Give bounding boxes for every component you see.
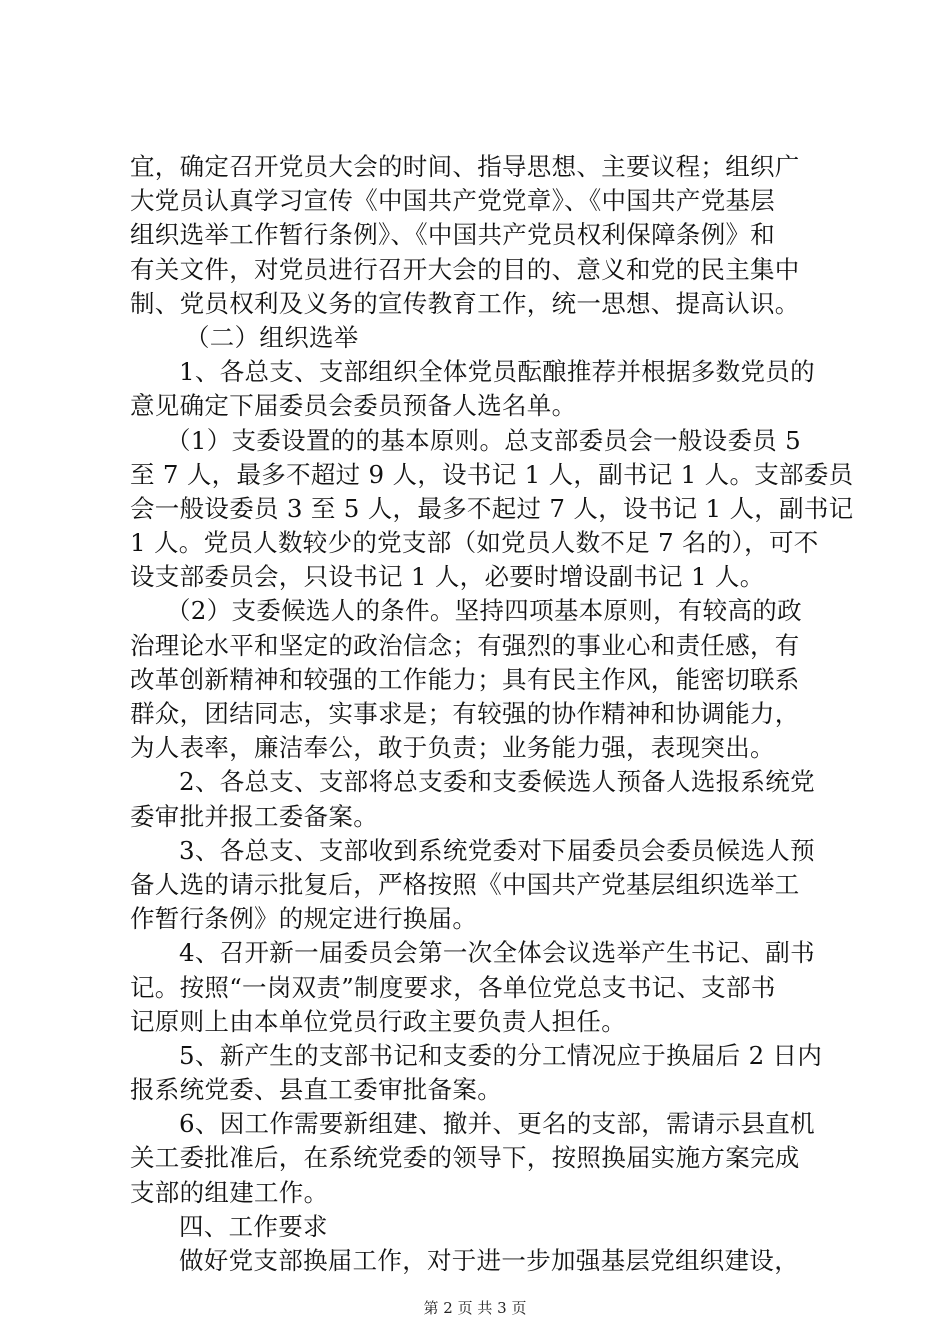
text-line: 有关文件，对党员进行召开大会的目的、意义和党的民主集中 xyxy=(130,254,800,284)
paragraph xyxy=(130,355,830,423)
text-line: 作暂行条例》的规定进行换届。 xyxy=(130,904,478,934)
paragraph xyxy=(130,321,830,355)
paragraph xyxy=(130,594,830,765)
text-line: 记原则上由本单位党员行政主要负责人担任。 xyxy=(130,1006,626,1036)
text-line: 记。按照“一岗双责”制度要求，各单位党总支书记、支部书 xyxy=(130,972,776,1002)
text-line: 5、新产生的支部书记和支委的分工情况应于换届后 2 日内 xyxy=(179,1040,823,1070)
text-line: 报系统党委、县直工委审批备案。 xyxy=(130,1075,502,1105)
text-line: 备人选的请示批复后，严格按照《中国共产党基层组织选举工 xyxy=(130,869,800,899)
text-line: （2）支委候选人的条件。坚持四项基本原则，有较高的政 xyxy=(166,596,802,626)
text-line: 委审批并报工委备案。 xyxy=(130,801,378,831)
text-line: 组织选举工作暂行条例》、《中国共产党员权利保障条例》和 xyxy=(130,220,776,250)
document-body xyxy=(130,150,854,1278)
paragraph xyxy=(130,1210,830,1244)
paragraph xyxy=(130,150,830,321)
text-line: 大党员认真学习宣传《中国共产党党章》、《中国共产党基层 xyxy=(130,186,776,216)
page-footer: 第 2 页 共 3 页 xyxy=(423,1299,527,1317)
paragraph xyxy=(130,765,830,833)
paragraph xyxy=(130,1244,830,1278)
text-line: 治理论水平和坚定的政治信念；有强烈的事业心和责任感，有 xyxy=(130,630,800,660)
text-line: 会一般设委员 3 至 5 人，最多不起过 7 人，设书记 1 人，副书记 xyxy=(130,493,854,523)
text-line: 至 7 人，最多不超过 9 人，设书记 1 人，副书记 1 人。支部委员 xyxy=(130,459,854,489)
text-line: 4、召开新一届委员会第一次全体会议选举产生书记、副书 xyxy=(179,938,815,968)
text-line: 四、工作要求 xyxy=(179,1211,328,1241)
text-line: 设支部委员会，只设书记 1 人，必要时增设副书记 1 人。 xyxy=(130,562,765,592)
paragraph xyxy=(130,936,830,1039)
text-line: 1、各总支、支部组织全体党员酝酿推荐并根据多数党员的 xyxy=(179,357,815,387)
paragraph xyxy=(130,834,830,937)
paragraph xyxy=(130,424,854,595)
text-line: 1 人。党员人数较少的党支部（如党员人数不足 7 名的），可不 xyxy=(130,528,819,558)
text-line: 制、党员权利及义务的宣传教育工作，统一思想、提高认识。 xyxy=(130,288,800,318)
paragraph xyxy=(130,1107,830,1210)
text-line: （1）支委设置的的基本原则。总支部委员会一般设委员 5 xyxy=(166,425,802,455)
text-line: 为人表率，廉洁奉公，敢于负责；业务能力强，表现突出。 xyxy=(130,733,775,763)
text-line: 改革创新精神和较强的工作能力；具有民主作风，能密切联系 xyxy=(130,664,800,694)
text-line: 2、各总支、支部将总支委和支委候选人预备人选报系统党 xyxy=(179,767,815,797)
text-line: 做好党支部换届工作，对于进一步加强基层党组织建设， xyxy=(179,1246,799,1275)
text-line: 宜，确定召开党员大会的时间、指导思想、主要议程；组织广 xyxy=(130,152,800,181)
text-line: 6、因工作需要新组建、撤并、更名的支部，需请示县直机 xyxy=(179,1109,815,1139)
text-line: 支部的组建工作。 xyxy=(130,1177,329,1207)
text-line: 关工委批准后，在系统党委的领导下，按照换届实施方案完成 xyxy=(130,1143,800,1173)
paragraph xyxy=(130,1039,830,1107)
text-line: 3、各总支、支部收到系统党委对下届委员会委员候选人预 xyxy=(179,835,815,865)
text-line: 意见确定下届委员会委员预备人选名单。 xyxy=(130,391,577,421)
text-line: （二）组织选举 xyxy=(185,322,359,352)
text-line: 群众，团结同志，实事求是；有较强的协作精神和协调能力， xyxy=(130,699,800,728)
